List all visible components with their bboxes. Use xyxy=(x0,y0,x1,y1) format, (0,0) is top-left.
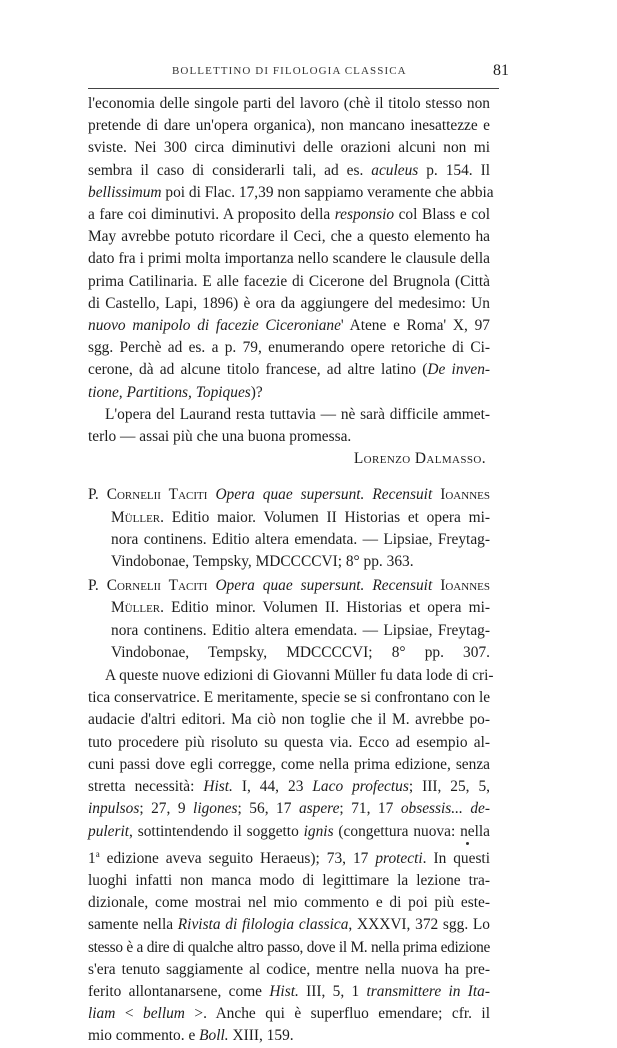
latin-quote: protecti xyxy=(375,849,423,867)
text-line: tione, Partitions, Topiques)? xyxy=(88,383,263,401)
page-header xyxy=(88,62,509,84)
text-line: L'opera del Laurand resta tuttavia — nè sarà difficile ammet- xyxy=(105,405,490,423)
latin-quote: liam xyxy=(88,1005,116,1023)
latin-quote: Laco profectus xyxy=(312,778,409,796)
latin-term: bellissimum xyxy=(88,183,162,201)
citation: Boll. xyxy=(199,1027,229,1045)
bibliographic-entry xyxy=(88,575,490,664)
page-number: 81 xyxy=(493,62,509,79)
editor-name: Ioannes xyxy=(440,486,490,504)
text-line: s'era tenuto saggiamente al codice, mentre nella nuova ha pre- xyxy=(88,960,490,978)
work-title: tione, Partitions, Topiques xyxy=(88,383,251,401)
latin-quote: aspere xyxy=(298,800,340,818)
discussion-paragraph xyxy=(88,665,494,1048)
text-line: terlo — assai più che una buona promessa. xyxy=(88,428,352,446)
journal-title: Rivista di filologia classica xyxy=(177,916,349,934)
text-line: tica conservatrice. E meritamente, specie se si confrontano con le xyxy=(88,689,491,707)
text-line: May avrebbe potuto ricordare il Ceci, che a questo elemento ha xyxy=(88,228,490,246)
text-line: cerone, dà ad alcune titolo francese, ad altre latino (De inven- xyxy=(88,361,491,379)
latin-quote: ligones xyxy=(193,800,238,818)
text-line: sgg. Perchè ad es. a p. 79, enumerando opere retoriche di Ci- xyxy=(88,339,490,357)
latin-term: responsio xyxy=(334,206,395,224)
text-line: liam < bellum >. Anche qui è superfluo emendare; cfr. il xyxy=(88,1005,490,1023)
text-line: pulerit, sottintendendo il soggetto ignis (congettura nuova: nella xyxy=(88,822,490,840)
text-line: prima Catilinaria. E alle facezie di Cicerone del Brugnola (Città xyxy=(88,272,490,290)
text-line: A queste nuove edizioni di Giovanni Müller fu data lode di cri- xyxy=(105,667,494,685)
text-line: dato fra i primi molta importanza nello scandere le clausule della xyxy=(88,250,490,268)
text-line: sembra il caso di considerarli tali, ad es. aculeus p. 154. Il xyxy=(88,161,491,179)
citation: Hist. xyxy=(203,778,233,796)
ink-speck xyxy=(466,842,469,845)
text-line: luoghi infatti non manca modo di legittimare la lezione tra- xyxy=(88,872,490,890)
text-line: tuto procedere più risoluto su questa via. Ecco ad esempio al- xyxy=(88,733,490,751)
text-line: cuni passi dove egli corregge, come nella prima edizione, senza xyxy=(88,755,490,773)
latin-term: aculeus xyxy=(371,161,419,179)
text-line: sviste. Nei 300 circa diminutivi delle orazioni alcuni non mi xyxy=(88,139,490,157)
text-line: mio commento. e Boll. XIII, 159. xyxy=(88,1027,294,1045)
book-title: Opera quae supersunt. Recensuit xyxy=(215,577,433,595)
text-line: ferito allontanarsene, come Hist. III, 5, 1 transmittere in Ita- xyxy=(88,983,490,1001)
editor-surname: Müller xyxy=(111,599,161,617)
book-title: Opera quae supersunt. Recensuit xyxy=(215,486,433,504)
text-line: di Castello, Lapi, 1896) è ora da aggiungere del medesimo: Un xyxy=(88,294,490,312)
text-line: 1$^a$ edizione aveva seguito Heraeus); 73, 17 protecti. In questi xyxy=(88,848,490,867)
running-title: BOLLETTINO DI FILOLOGIA CLASSICA xyxy=(172,65,407,77)
text-line: P. Cornelii Taciti Opera quae supersunt. Recensuit Ioannes xyxy=(88,486,490,504)
text-line: nora continens. Editio altera emendata. — Lipsiae, Freytag- xyxy=(111,621,490,639)
text-line: Müller. Editio minor. Volumen II. Historias et opera mi- xyxy=(111,599,490,617)
text-line: Vindobonae, Tempsky, MDCCCCVI; 8° pp. 363. xyxy=(111,553,414,571)
text-line: samente nella Rivista di filologia classica, XXXVI, 372 sgg. Lo xyxy=(88,916,490,934)
text-line: inpulsos; 27, 9 ligones; 56, 17 aspere; 71, 17 obsessis... de- xyxy=(88,800,490,818)
page-body xyxy=(88,93,494,1048)
text-line: stesso è a dire di qualche altro passo, dove il M. nella prima edizione xyxy=(88,938,490,956)
header-rule xyxy=(88,88,499,89)
text-line: stretta necessità: Hist. I, 44, 23 Laco profectus; III, 25, 5, xyxy=(88,778,491,796)
author-name: Cornelii Taciti xyxy=(106,577,208,595)
text-line: l'economia delle singole parti del lavoro (chè il titolo stesso non xyxy=(88,95,490,112)
text-line: nora continens. Editio altera emendata. — Lipsiae, Freytag- xyxy=(111,530,490,548)
review-paragraph xyxy=(88,93,494,470)
latin-quote: inpulsos xyxy=(88,800,140,818)
latin-quote: ignis xyxy=(303,822,334,840)
text-line: bellissimum poi di Flac. 17,39 non sappiamo veramente che abbia xyxy=(88,183,494,201)
latin-quote: bellum xyxy=(143,1005,185,1023)
author-name: Cornelii Taciti xyxy=(106,486,208,504)
latin-quote: obsessis... de- xyxy=(400,800,490,818)
work-title: nuovo manipolo di facezie Ciceroniane xyxy=(88,317,341,335)
latin-quote: pulerit xyxy=(88,822,130,840)
citation: Hist. xyxy=(269,983,299,1001)
text-line: nuovo manipolo di facezie Ciceroniane' Atene e Roma' X, 97 xyxy=(88,317,490,335)
editor-name: Ioannes xyxy=(440,577,490,595)
latin-quote: transmittere in Ita- xyxy=(366,983,490,1001)
text-line: Vindobonae, Tempsky, MDCCCCVI; 8° pp. 307. xyxy=(111,643,490,661)
superscript: a xyxy=(95,848,100,859)
text-line: pretende di dare un'opera organica), non mancano inesattezze e xyxy=(88,117,490,135)
editor-surname: Müller xyxy=(111,508,161,526)
reviewer-signature: Lorenzo Dalmasso. xyxy=(353,450,486,468)
text-line: dizionale, come mostrai nel mio commento e di poi più este- xyxy=(88,894,490,912)
text-line: Müller. Editio maior. Volumen II Historias et opera mi- xyxy=(111,508,490,526)
text-line: a fare coi diminutivi. A proposito della responsio col Blass e col xyxy=(88,206,490,224)
text-line: audacie d'altri editori. Ma ciò non toglie che il M. avrebbe po- xyxy=(88,711,490,729)
work-title: De inven- xyxy=(427,361,491,379)
text-line: P. Cornelii Taciti Opera quae supersunt. Recensuit Ioannes xyxy=(88,577,490,595)
bibliographic-entry xyxy=(88,484,490,573)
